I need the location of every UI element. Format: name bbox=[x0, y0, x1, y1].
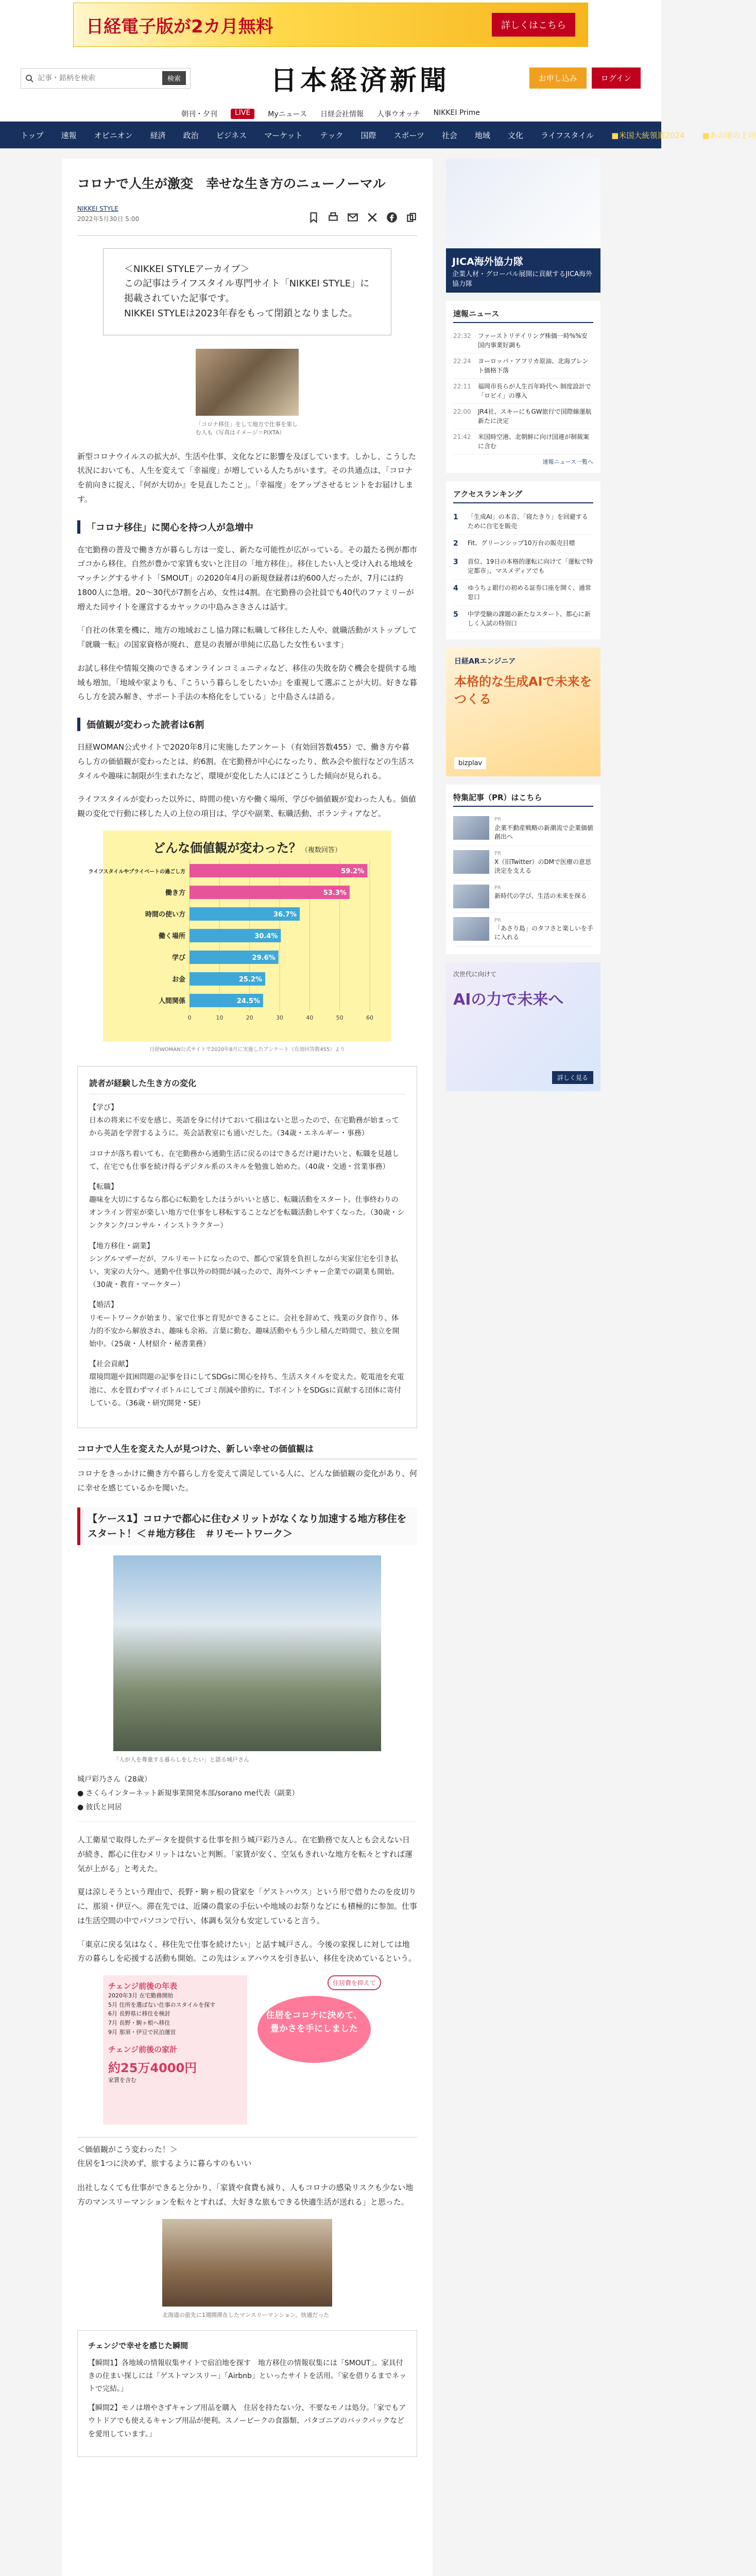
subscribe-button[interactable]: お申し込み bbox=[529, 67, 587, 89]
nav-item[interactable]: テック bbox=[320, 130, 343, 140]
featured-item[interactable]: PR X（旧Twitter）のDMで医療の意思決定を支える bbox=[453, 846, 593, 880]
search-icon bbox=[25, 74, 33, 82]
paragraph: コロナをきっかけに働き方や暮らし方を変えて満足している人に、どんな価値観の変化があり、何に幸せを感じているかを聞いた。 bbox=[77, 1468, 418, 1493]
comment-item: 【婚活】 リモートワークが始まり、家で仕事と育児ができることに。会社を辞めて、残業の夕食作り、体力的不安から解放され、趣味も余裕。言葉に勤む、趣味活動やもう少し積んだ時間で、独立を開始中。（25歳・人材紹介・秘書業務） bbox=[89, 1301, 400, 1348]
chart-plot bbox=[88, 856, 382, 1031]
nav-item[interactable]: オピニオン bbox=[94, 130, 133, 140]
chart-tick-label: 40 bbox=[306, 1014, 314, 1021]
archive-line: NIKKEI STYLEは2023年春をもって閉鎖となりました。 bbox=[124, 308, 358, 319]
archive-line: この記事はライフスタイル専門サイト「NIKKEI STYLE」に掲載されていた記事です。 bbox=[124, 278, 370, 304]
reader-comments bbox=[77, 1066, 417, 1428]
archive-line: ＜NIKKEI STYLEアーカイブ＞ bbox=[124, 263, 250, 275]
comment-item: 【地方移住・副業】 シングルマザーだが、フルリモートになったので、都心で家賃を負担しながら実家住宅を引き払い、実家の大分へ。通勤や仕事以外の時間が減ったので、海外ベンチャー企業での副業も開始。（30歳・教育・マーケター） bbox=[89, 1242, 399, 1290]
link-copy-icon[interactable] bbox=[406, 212, 417, 223]
ad-band bbox=[446, 248, 600, 293]
breaking-news-title: 速報ニュース bbox=[453, 308, 593, 323]
chart-tick-label: 20 bbox=[246, 1014, 253, 1021]
featured-thumbnail bbox=[453, 917, 489, 941]
paragraph: 出社しなくても仕事ができると分かり、「家賃や食費も減り、人もコロナの感染リスクも少ない地方のマンスリーマンションを転々とすれば、大好きな旅もできる快適生活が送れる」と思った。 bbox=[77, 2183, 414, 2207]
chart-category-label: 学び bbox=[171, 954, 185, 962]
budget-amount: 約25万4000円 bbox=[108, 2061, 197, 2076]
chart-value-label: 36.7% bbox=[273, 910, 297, 919]
article-title: コロナで人生が激変 幸せな生き方のニューノーマル bbox=[77, 176, 386, 191]
nav-item[interactable]: ビジネス bbox=[216, 130, 247, 140]
news-item[interactable]: 22:32 ファーストリテイリング株価一時%%安 国内事業好調も bbox=[453, 328, 593, 353]
site-header bbox=[0, 49, 661, 122]
article-main bbox=[62, 159, 433, 2576]
paragraph: 「東京に戻る気はなく、移住先で仕事を続けたい」と話す城戸さん。今後の家探しに対しては地方の暮らしを応援する活動も開始。この先はシェアハウスを引き払い、移住を決めているという。 bbox=[77, 1939, 417, 1963]
chart-category-label: 働く場所 bbox=[158, 932, 185, 940]
nav-item[interactable]: ライフスタイル bbox=[540, 130, 594, 140]
timeline-row: 9月 那須・伊豆で民泊運営 bbox=[108, 2028, 176, 2036]
ad-headline: 本格的な生成AIで未来をつくる bbox=[454, 674, 592, 706]
subnav-item[interactable]: 朝刊・夕刊 bbox=[181, 110, 217, 118]
chart-value-label: 53.3% bbox=[323, 889, 347, 897]
ranking-item[interactable]: 3 首位、19日の本格的運転に向けて「運転で特定都市」、マスメディアでも bbox=[453, 553, 593, 580]
section-heading: 「コロナ移住」に関心を持つ人が急増中 bbox=[77, 520, 417, 534]
paragraph: 新型コロナウイルスの拡大が、生活や仕事、文化などに影響を及ぼしています。しかし、こうした状況においても、人生を変えて「幸福度」が増している人たちがいます。その共通点は、「コロナを前向きに捉え、『何が大切か』を見直したこと」。「幸福度」をアップさせるヒントをお届けします。 bbox=[77, 451, 416, 504]
main-nav bbox=[0, 122, 756, 148]
nav-item[interactable]: 経済 bbox=[150, 130, 166, 140]
timeline-row: 6月 長野県に移住を検討 bbox=[108, 2010, 170, 2018]
ad-title: 日経ARエンジニア bbox=[454, 657, 516, 666]
chart-value-label: 30.4% bbox=[254, 932, 278, 940]
budget-tag: 家賃を含む bbox=[108, 2077, 136, 2084]
chart-category-label: ライフスタイルやプライベートの過ごし方 bbox=[88, 869, 185, 875]
timeline-heading: チェンジ前後の年表 bbox=[108, 1981, 178, 1991]
room-photo bbox=[162, 2219, 332, 2307]
ranking-item[interactable]: 1 「生成AI」の本音、「寝たきり」を回避するために自宅を販売 bbox=[453, 509, 593, 535]
featured-thumbnail bbox=[453, 885, 489, 908]
ad-cta-button[interactable]: 詳しく見る bbox=[552, 1071, 593, 1084]
subnav-item[interactable]: NIKKEI Prime bbox=[433, 109, 480, 117]
section-heading: 価値観が変わった読者は6割 bbox=[77, 718, 417, 731]
timeline-row: 2020年3月 在宅勤務開始 bbox=[108, 1992, 174, 1999]
value-change bbox=[77, 2137, 417, 2171]
happy-moment-item: 【瞬間1】各地域の情報収集サイトで宿泊地を探す 地方移住の情報収集には「SMOUT」。家具付きの住まい探しには「ゲストマンスリー」「Airbnb」といったサイトを活用。「家を借りるまでネットで完結。」 bbox=[88, 2359, 406, 2394]
nav-item[interactable]: 速報 bbox=[61, 130, 77, 140]
article-date: 2022年5月30日 5:00 bbox=[77, 215, 140, 223]
breaking-news bbox=[446, 301, 600, 473]
subheading: コロナで人生を変えた人が見つけた、新しい幸せの価値観は bbox=[77, 1442, 417, 1460]
top-ad[interactable] bbox=[0, 0, 661, 49]
archive-notice bbox=[103, 248, 391, 335]
ad-cta-button[interactable]: 詳しくはこちら bbox=[492, 13, 575, 37]
callout-bubble: 住居をコロナに決めて、豊かさを手にしました bbox=[257, 1996, 371, 2063]
ranking-item[interactable]: 4 ゆうちょ銀行の初める証券口座を開く、通常窓口 bbox=[453, 580, 593, 606]
search-box[interactable] bbox=[21, 68, 191, 89]
nav-item[interactable]: スポーツ bbox=[393, 130, 424, 140]
paragraph: 人工衛星で取得したデータを提供する仕事を担う城戸彩乃さん。在宅勤務で友人とも会えない日が続き、都心に住むメリットはないと判断。「家賃が安く、空気もきれいな地方を転々とすれば運気が上がる」と考えた。 bbox=[77, 1835, 413, 1873]
ranking-title: アクセスランキング bbox=[453, 488, 593, 503]
article-photo bbox=[196, 349, 299, 416]
chart-value-label: 24.5% bbox=[236, 997, 260, 1005]
ad-headline: AIの力で未来へ bbox=[453, 990, 564, 1009]
subnav-item[interactable]: Myニュース bbox=[268, 110, 307, 118]
nav-item[interactable]: 文化 bbox=[507, 130, 523, 140]
ranking-item[interactable]: 2 Fit、グリーンシップ10万台の販売目標 bbox=[453, 535, 593, 553]
paragraph: ライフスタイルが変わった以外に、時間の使い方や働く場所、学びや価値観が変わった人も。価値観の変化で行動に移した人の上位の項目は、学びや副業、転職活動、ボランティアなど。 bbox=[77, 794, 416, 819]
photo-caption: 北海道の旅先に1週間滞在したマンスリーマンション。快適だった bbox=[162, 2311, 330, 2318]
news-item[interactable]: 22:11 福岡市長らが人生百年時代へ 制度設計で「ロビイ」の導入 bbox=[453, 379, 593, 404]
sidebar-ad-future[interactable] bbox=[446, 962, 600, 1091]
photo-caption: 「コロナ移住」をして地方で仕事を楽しむ人も（写真はイメージ＝PIXTA） bbox=[196, 420, 298, 436]
timeline-row: 7月 長野・駒ヶ根へ移住 bbox=[108, 2019, 170, 2026]
mail-icon[interactable] bbox=[347, 212, 358, 223]
featured-title: 特集記事（PR）はこちら bbox=[453, 792, 593, 807]
featured-item[interactable]: PR 新時代の学び、生活の未来を探る bbox=[453, 880, 593, 913]
budget-heading: チェンジ前後の家計 bbox=[108, 2045, 178, 2055]
nav-item[interactable]: 政治 bbox=[183, 130, 199, 140]
featured-thumbnail bbox=[453, 816, 489, 840]
profile-line: ● さくらインターネット新規事業開発本部/sorano me代表（副業） bbox=[77, 1789, 299, 1798]
article-tag[interactable]: NIKKEI STYLE bbox=[77, 205, 118, 212]
happy-moment-item: 【瞬間2】モノは増やさずキャンプ用品を購入 住居を持たない分、不要なモノは処分。「家でもアウトドアでも使えるキャンプ用品が便利。スノーピークの食器類、パタゴニアのバックパックなどを愛用しています。」 bbox=[88, 2404, 406, 2438]
chart-tick-label: 0 bbox=[187, 1014, 192, 1021]
news-more-link[interactable]: 速報ニュース一覧へ bbox=[542, 459, 593, 465]
comment-item: 【社会貢献】 環境問題や貧困問題の記事を目にしてSDGsに関心を持ち、生活スタイルを変えた。乾電池を充電池に、水を買わずマイボトルにしてゴミ削減や節約に。TボイントをSDGsに貢献する団体に寄付している。（36歳・研究開発・SE） bbox=[89, 1360, 404, 1408]
site-logo[interactable]: 日本経済新聞 bbox=[270, 65, 450, 96]
sidebar-ad-ai[interactable] bbox=[446, 648, 600, 776]
chart-subtitle: （複数回答） bbox=[301, 846, 341, 854]
paragraph: 日経WOMAN公式サイトで2020年8月に実施したアンケート（有効回答数455）で、働き方や暮らし方の価値観が変わったとは、約6割。在宅勤務が中心になったり、飲み会や旅行などの生活スタイルや趣味に制限が生まれたなど、環境が変化した人にほどこうした傾向が見られる。 bbox=[77, 742, 415, 781]
subnav-live[interactable]: LIVE bbox=[231, 109, 254, 119]
featured-pr bbox=[446, 785, 600, 954]
nav-item[interactable]: 国際 bbox=[360, 130, 376, 140]
subnav-item[interactable]: 人事ウオッチ bbox=[376, 110, 420, 118]
news-item[interactable]: 22:00 JR4社、スキーにもGW旅行で国際線運航新たに決定 bbox=[453, 404, 593, 429]
news-item[interactable]: 22:24 ヨーロッパ・アフリカ原油、北海ブレント価格下落 bbox=[453, 353, 593, 379]
facebook-share-icon[interactable] bbox=[386, 212, 398, 223]
featured-thumbnail bbox=[453, 850, 489, 874]
profile-line: ● 彼氏と同居 bbox=[77, 1803, 122, 1811]
chart-source: 日経WOMAN公式サイトで2020年8月に実施したアンケート（有効回答数455）より bbox=[149, 1046, 346, 1053]
chart-value-label: 59.2% bbox=[341, 867, 365, 875]
chart-value-label: 29.6% bbox=[252, 954, 276, 962]
value-change-label: ＜価値観がこう変わった！＞ bbox=[77, 2145, 178, 2155]
timeline-row: 5月 住所を選ばない仕事のスタイルを探す bbox=[108, 2001, 216, 2008]
ad-brand: bizplav bbox=[454, 757, 486, 769]
callout-tag: 住居費を抑えて bbox=[328, 1975, 381, 1990]
ad-title: JICA海外協力隊 bbox=[452, 256, 523, 267]
profile-name: 城戸彩乃さん（28歳） bbox=[77, 1775, 151, 1784]
search-button[interactable]: 検索 bbox=[162, 71, 186, 85]
chart-tick-label: 60 bbox=[366, 1014, 373, 1021]
news-item[interactable]: 21:42 米国時空港、北朝鮮に向け国連が制裁案に含む bbox=[453, 429, 593, 454]
sub-nav bbox=[0, 97, 661, 119]
paragraph: 在宅勤務の普及で働き方が暮らし方は一変し、新たな可能性が広がっている。その最たる例が都市ゴコから移住。自然が豊かで家賃も安いと注目の「地方移住」。移住したい人と受け入れる地域をマッチングするサイト「SMOUT」の2020年4月の新規登録者は約600人だったが、7月には約1800人に急増。20〜30代が7割を占め、女性は4割。在宅勤務の会社員でも40代のファミリーが増えた同サイトを運営するカヤックの中島みさきさんは話す。 bbox=[77, 545, 418, 612]
happy-moments-heading: チェンジで幸せを感じた瞬間 bbox=[88, 2341, 188, 2350]
comment-item: コロナが落ち着いても、在宅勤務から通勤生活に戻るのはできるだけ避けたいと、転職を見越して、在宅でも仕事を続け得るデジタル系のスキルを勉強し始めた。（40歳・交通・営業事務） bbox=[89, 1149, 399, 1171]
timeline-panel bbox=[103, 1975, 247, 2125]
sidebar bbox=[446, 159, 600, 2576]
ad-text: 日経電子版が2カ月無料 bbox=[86, 16, 273, 37]
nav-item[interactable]: 地域 bbox=[474, 130, 490, 140]
nav-item[interactable]: トップ bbox=[21, 130, 44, 140]
photo-caption: 「人が人を尊重する暮らしをしたい」と語る城戸さん bbox=[113, 1756, 249, 1764]
ranking bbox=[446, 481, 600, 639]
comments-heading: 読者が経験した生き方の変化 bbox=[89, 1077, 405, 1094]
ad-title: 次世代に向けて bbox=[453, 970, 497, 978]
chart-category-label: 働き方 bbox=[165, 889, 185, 897]
chart-value-label: 25.2% bbox=[238, 975, 262, 984]
survey-chart bbox=[88, 831, 391, 1042]
interview-photo bbox=[113, 1555, 381, 1751]
featured-item[interactable]: PR 「あさり島」のタフさと楽しいを手に入れる bbox=[453, 913, 593, 947]
ranking-item[interactable]: 5 中学受験の課題の新たなスタート、都心に新しく入試の特別口 bbox=[453, 606, 593, 632]
subnav-item[interactable]: 日経会社情報 bbox=[320, 110, 364, 118]
case-heading: 【ケース1】コロナで都心に住むメリットがなくなり加速する地方移住をスタート！＜＃地方移住 ＃リモートワーク＞ bbox=[77, 1507, 417, 1545]
chart-tick-label: 10 bbox=[216, 1014, 224, 1021]
chart-category-label: お金 bbox=[171, 975, 185, 984]
nav-item[interactable]: 社会 bbox=[441, 130, 457, 140]
profile bbox=[77, 1773, 417, 1822]
happy-moments-box bbox=[77, 2330, 417, 2457]
sidebar-ad-jica[interactable] bbox=[446, 159, 600, 293]
paragraph: お試し移住や情報交換のできるオンラインコミュニティなど、移住の失敗を防ぐ機会を提供する地域も増加。「地域や家よりも、『こういう暮らしをしたいか』を重視して選ぶことが大切。好きな暮らし方を読み解き、サポート手法の本格化をしている」と中島さんは語る。 bbox=[77, 663, 418, 702]
chart-tick-label: 50 bbox=[336, 1014, 343, 1021]
timeline-infographic bbox=[103, 1975, 391, 2125]
paragraph: 「自社の休業を機に、地方の地域おこし協力隊に転職して移住した人や、就職活動がストップして『就職一転』の国家資格が廃れ、意見の表層が単純に広島した女性もいます」 bbox=[77, 625, 417, 650]
chart-tick-label: 30 bbox=[276, 1014, 283, 1021]
search-input[interactable] bbox=[38, 74, 158, 82]
x-share-icon[interactable] bbox=[367, 212, 378, 223]
comment-item: 【転職】 趣味を大切にするなら都心に転勤をしたほうがいいと感じ、転職活動をスタート。仕事終わりのオンライン習室が楽しい地方で仕事をし移転することなどを転職活動しやすくなった。（30歳・シンクタンク/コンサル・インストラクター） bbox=[89, 1182, 405, 1230]
login-button[interactable]: ログイン bbox=[592, 67, 641, 89]
print-icon[interactable] bbox=[328, 212, 339, 223]
nav-item-special[interactable]: ■米国大統領選2024 bbox=[611, 130, 685, 140]
nav-item[interactable]: マーケット bbox=[264, 130, 303, 140]
value-change-text: 住居を1つに決めず、旅するように暮らすのもいい bbox=[77, 2159, 252, 2168]
comment-item: 【学び】 日本の将来に不安を感じ、英語を身に付けておいて損はないと思ったので、在宅勤務が始まってから英語を学習するように。英会話教室にも通いだした。（34歳・エネルギー・事務） bbox=[89, 1103, 399, 1138]
chart-title: どんな価値観が変わった？（複数回答） bbox=[153, 840, 341, 855]
chart-category-label: 時間の使い方 bbox=[145, 910, 185, 919]
top-ad-banner[interactable] bbox=[73, 3, 588, 47]
chart-category-label: 人間関係 bbox=[158, 997, 185, 1005]
nav-item-special[interactable]: ■あの頃の上司 bbox=[702, 130, 756, 140]
ad-text: 企業人材・グローバル展開に貢献するJICA海外協力隊 bbox=[452, 270, 592, 288]
paragraph: 夏は涼しそうという理由で、長野・駒ヶ根の貸家を「ゲストハウス」という形で借りたのを皮切りに、那須・伊豆へ。滞在先では、近隣の農家の手伝いや地域のお祭りなどにも積極的に参加。仕事は生活空間の中でパソコンで行い、体調も気分も安定していると言う。 bbox=[77, 1887, 418, 1925]
bookmark-icon[interactable] bbox=[308, 212, 319, 223]
featured-item[interactable]: PR 企業不動産戦略の新潮流で企業価値創出へ bbox=[453, 812, 593, 846]
